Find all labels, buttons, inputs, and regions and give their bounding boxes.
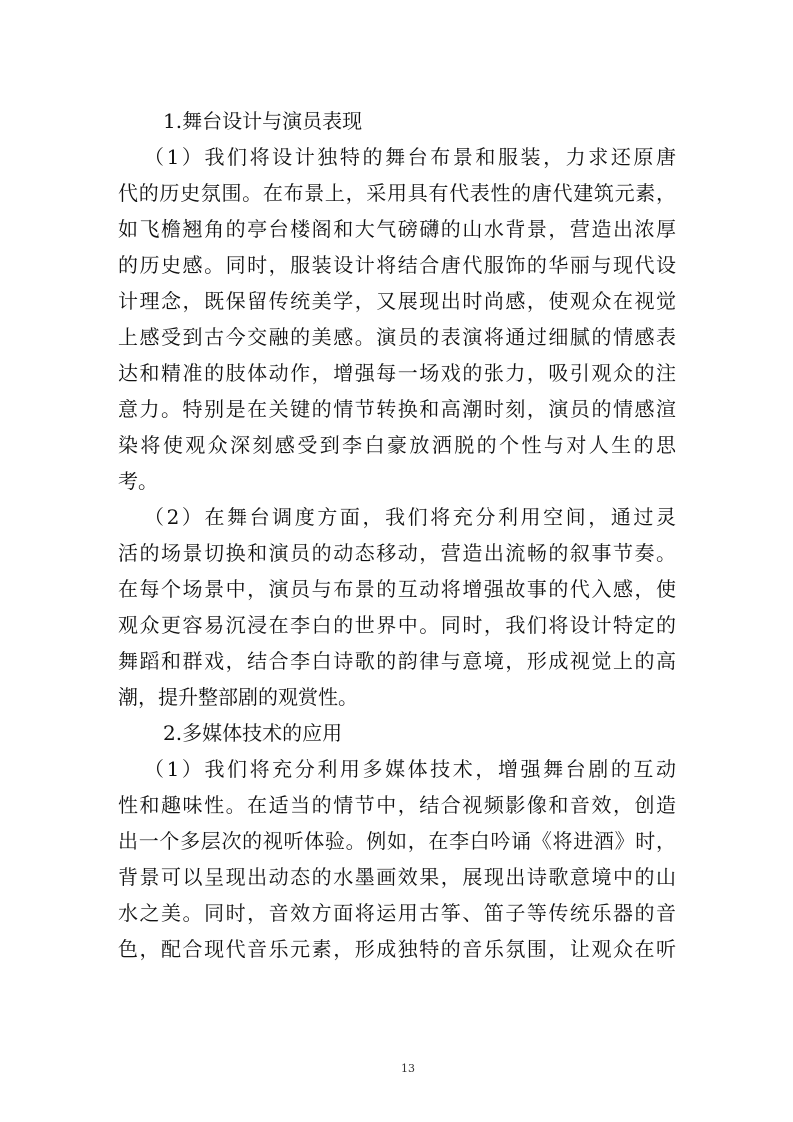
paragraph-line: 计理念，既保留传统美学，又展现出时尚感，使观众在视觉	[118, 289, 676, 313]
paragraph-line: 如飞檐翘角的亭台楼阁和大气磅礴的山水背景，营造出浓厚	[118, 217, 676, 241]
paragraph	[118, 139, 676, 499]
paragraph-line: 舞蹈和群戏，结合李白诗歌的韵律与意境，形成视觉上的高	[118, 649, 676, 673]
paragraph-line: 在每个场景中，演员与布景的互动将增强故事的代入感，使	[118, 577, 676, 601]
paragraph-line: （2）在舞台调度方面，我们将充分利用空间，通过灵	[144, 505, 676, 529]
paragraph-line: 达和精准的肢体动作，增强每一场戏的张力，吸引观众的注	[118, 361, 676, 385]
paragraph-line: 观众更容易沉浸在李白的世界中。同时，我们将设计特定的	[118, 613, 676, 637]
paragraph-line: 背景可以呈现出动态的水墨画效果，展现出诗歌意境中的山	[118, 865, 676, 889]
paragraph-line: 水之美。同时，音效方面将运用古筝、笛子等传统乐器的音	[118, 901, 676, 925]
paragraph-line: 代的历史氛围。在布景上，采用具有代表性的唐代建筑元素，	[118, 181, 676, 205]
paragraph	[118, 751, 676, 967]
paragraph-line: 意力。特别是在关键的情节转换和高潮时刻，演员的情感渲	[118, 397, 676, 421]
paragraph-line: 出一个多层次的视听体验。例如，在李白吟诵《将进酒》时，	[118, 829, 676, 853]
paragraph-line: 潮，提升整部剧的观赏性。	[118, 685, 358, 709]
paragraph-line: （1）我们将设计独特的舞台布景和服装，力求还原唐	[144, 145, 676, 169]
body-text	[118, 103, 676, 967]
paragraph-line: 性和趣味性。在适当的情节中，结合视频影像和音效，创造	[118, 793, 676, 817]
page-number: 13	[401, 1062, 415, 1075]
section-heading: 1.舞台设计与演员表现	[163, 109, 363, 133]
paragraph-line: 染将使观众深刻感受到李白豪放洒脱的个性与对人生的思	[118, 433, 676, 457]
paragraph-line: （1）我们将充分利用多媒体技术，增强舞台剧的互动	[144, 757, 676, 781]
section-heading: 2.多媒体技术的应用	[163, 721, 343, 745]
paragraph-line: 的历史感。同时，服装设计将结合唐代服饰的华丽与现代设	[118, 253, 676, 277]
paragraph-line: 上感受到古今交融的美感。演员的表演将通过细腻的情感表	[118, 325, 676, 349]
paragraph-line: 活的场景切换和演员的动态移动，营造出流畅的叙事节奏。	[118, 541, 676, 565]
paragraph-line: 色，配合现代音乐元素，形成独特的音乐氛围，让观众在听	[118, 937, 676, 961]
paragraph	[118, 499, 676, 715]
paragraph-line: 考。	[118, 469, 158, 493]
